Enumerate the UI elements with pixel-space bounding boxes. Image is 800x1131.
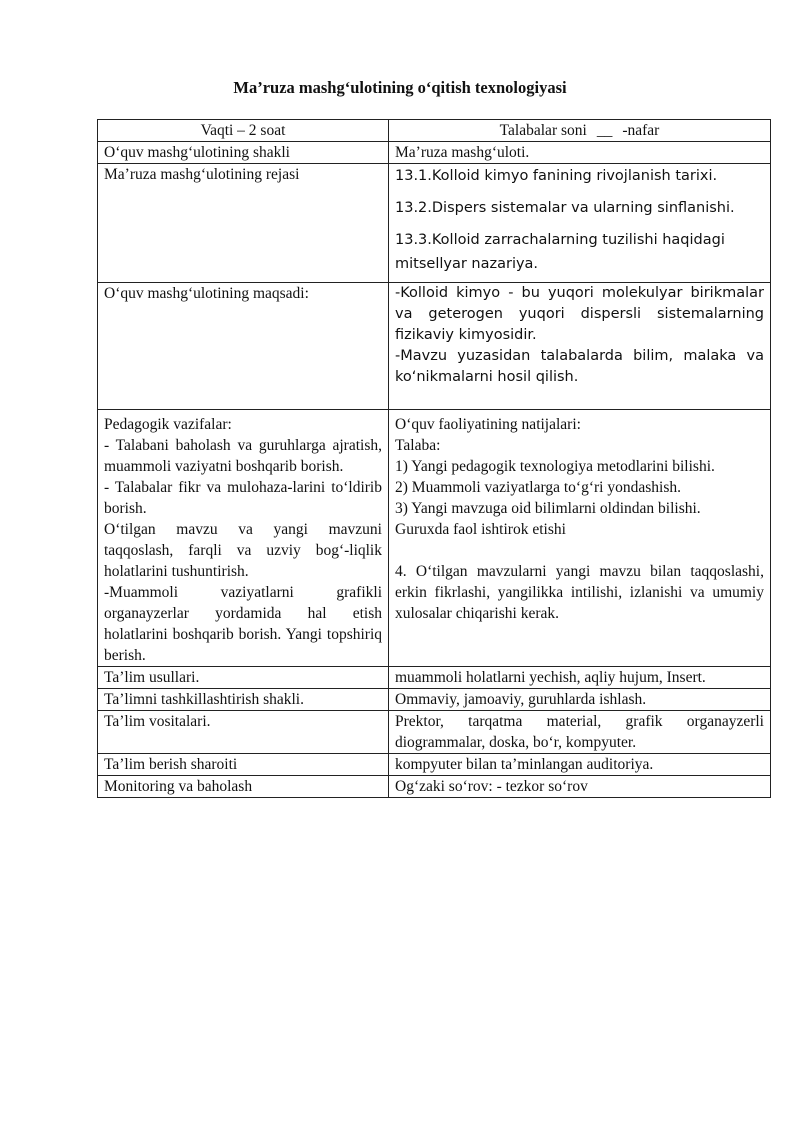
page-title: Ma’ruza mashg‘ulotining o‘qitish texnologiyasi	[233, 78, 567, 97]
goal-line: -Kolloid kimyo - bu yuqori molekulyar birikmalar va geterogen yuqori dispersli sistemalarning fizikaviy kimyosidir.	[395, 285, 764, 343]
monitoring-value: Og‘zaki so‘rov: - tezkor so‘rov	[389, 776, 771, 798]
plan-item: 13.1.Kolloid kimyo fanining rivojlanish tarixi.	[395, 168, 718, 184]
result-final: 4. O‘tilgan mavzularni yangi mavzu bilan taqqoslashi, erkin fikrlashi, yangilikka intilishi, izlanishi va umumiy xulosalar chiqarishi kerak.	[395, 563, 764, 622]
plan-items	[389, 164, 771, 283]
monitoring-label: Monitoring va baholash	[98, 776, 389, 798]
organization-row	[98, 689, 771, 711]
students-label: Talabalar soni	[499, 122, 587, 139]
tools-row	[98, 711, 771, 754]
task-line: - Talabalar fikr va mulohaza-larini to‘ldirib borish.	[104, 479, 382, 517]
result-line: 1) Yangi pedagogik texnologiya metodlarini bilishi.	[395, 458, 715, 475]
organization-label: Ta’limni tashkillashtirish shakli.	[98, 689, 389, 711]
form-value: Ma’ruza mashg‘uloti.	[389, 142, 771, 164]
plan-row	[98, 164, 771, 283]
task-line: - Talabani baholash va guruhlarga ajratish, muammoli vaziyatni boshqarib borish.	[104, 437, 382, 475]
students-unit: -nafar	[622, 122, 660, 139]
goal-line: -Mavzu yuzasidan talabalarda bilim, malaka va ko‘nikmalarni hosil qilish.	[395, 348, 764, 385]
monitoring-row	[98, 776, 771, 798]
results-subject: Talaba:	[395, 437, 441, 454]
conditions-value: kompyuter bilan ta’minlangan auditoriya.	[389, 754, 771, 776]
result-line: Guruxda faol ishtirok etishi	[395, 521, 566, 538]
task-line: -Muammoli vaziyatlarni grafikli organayzerlar yordamida hal etish holatlarini boshqarib borish. Yangi topshiriq berish.	[104, 584, 382, 664]
conditions-row	[98, 754, 771, 776]
methods-label: Ta’lim usullari.	[98, 667, 389, 689]
goal-row	[98, 283, 771, 410]
goal-text	[389, 283, 771, 410]
results-label: O‘quv faoliyatining natijalari:	[395, 416, 581, 433]
students-blank: __	[596, 122, 613, 139]
goal-label: O‘quv mashg‘ulotining maqsadi:	[98, 283, 389, 410]
plan-item: 13.3.Kolloid zarrachalarning tuzilishi haqidagi mitsellyar nazariya.	[395, 232, 725, 272]
students-cell	[389, 120, 771, 142]
plan-item: 13.2.Dispers sistemalar va ularning sinflanishi.	[395, 200, 735, 216]
results-cell	[389, 410, 771, 667]
tools-label: Ta’lim vositalari.	[98, 711, 389, 754]
result-line: 2) Muammoli vaziyatlarga to‘g‘ri yondashish.	[395, 479, 681, 496]
tools-value: Prektor, tarqatma material, grafik organayzerli diogrammalar, doska, bo‘r, kompyuter.	[389, 711, 771, 754]
methods-value: muammoli holatlarni yechish, aqliy hujum, Insert.	[389, 667, 771, 689]
task-line: O‘tilgan mavzu va yangi mavzuni taqqoslash, farqli va uzviy bog‘-liqlik holatlarini tushuntirish.	[104, 521, 382, 580]
spacer	[395, 540, 764, 561]
header-row	[98, 120, 771, 142]
tasks-label: Pedagogik vazifalar:	[104, 416, 232, 433]
tasks-cell	[98, 410, 389, 667]
result-line: 3) Yangi mavzuga oid bilimlarni oldindan bilishi.	[395, 500, 701, 517]
lesson-plan-table	[97, 119, 771, 798]
organization-value: Ommaviy, jamoaviy, guruhlarda ishlash.	[389, 689, 771, 711]
plan-label: Ma’ruza mashg‘ulotining rejasi	[98, 164, 389, 283]
conditions-label: Ta’lim berish sharoiti	[98, 754, 389, 776]
time-cell: Vaqti – 2 soat	[98, 120, 389, 142]
methods-row	[98, 667, 771, 689]
tasks-results-row	[98, 410, 771, 667]
form-row	[98, 142, 771, 164]
form-label: O‘quv mashg‘ulotining shakli	[98, 142, 389, 164]
